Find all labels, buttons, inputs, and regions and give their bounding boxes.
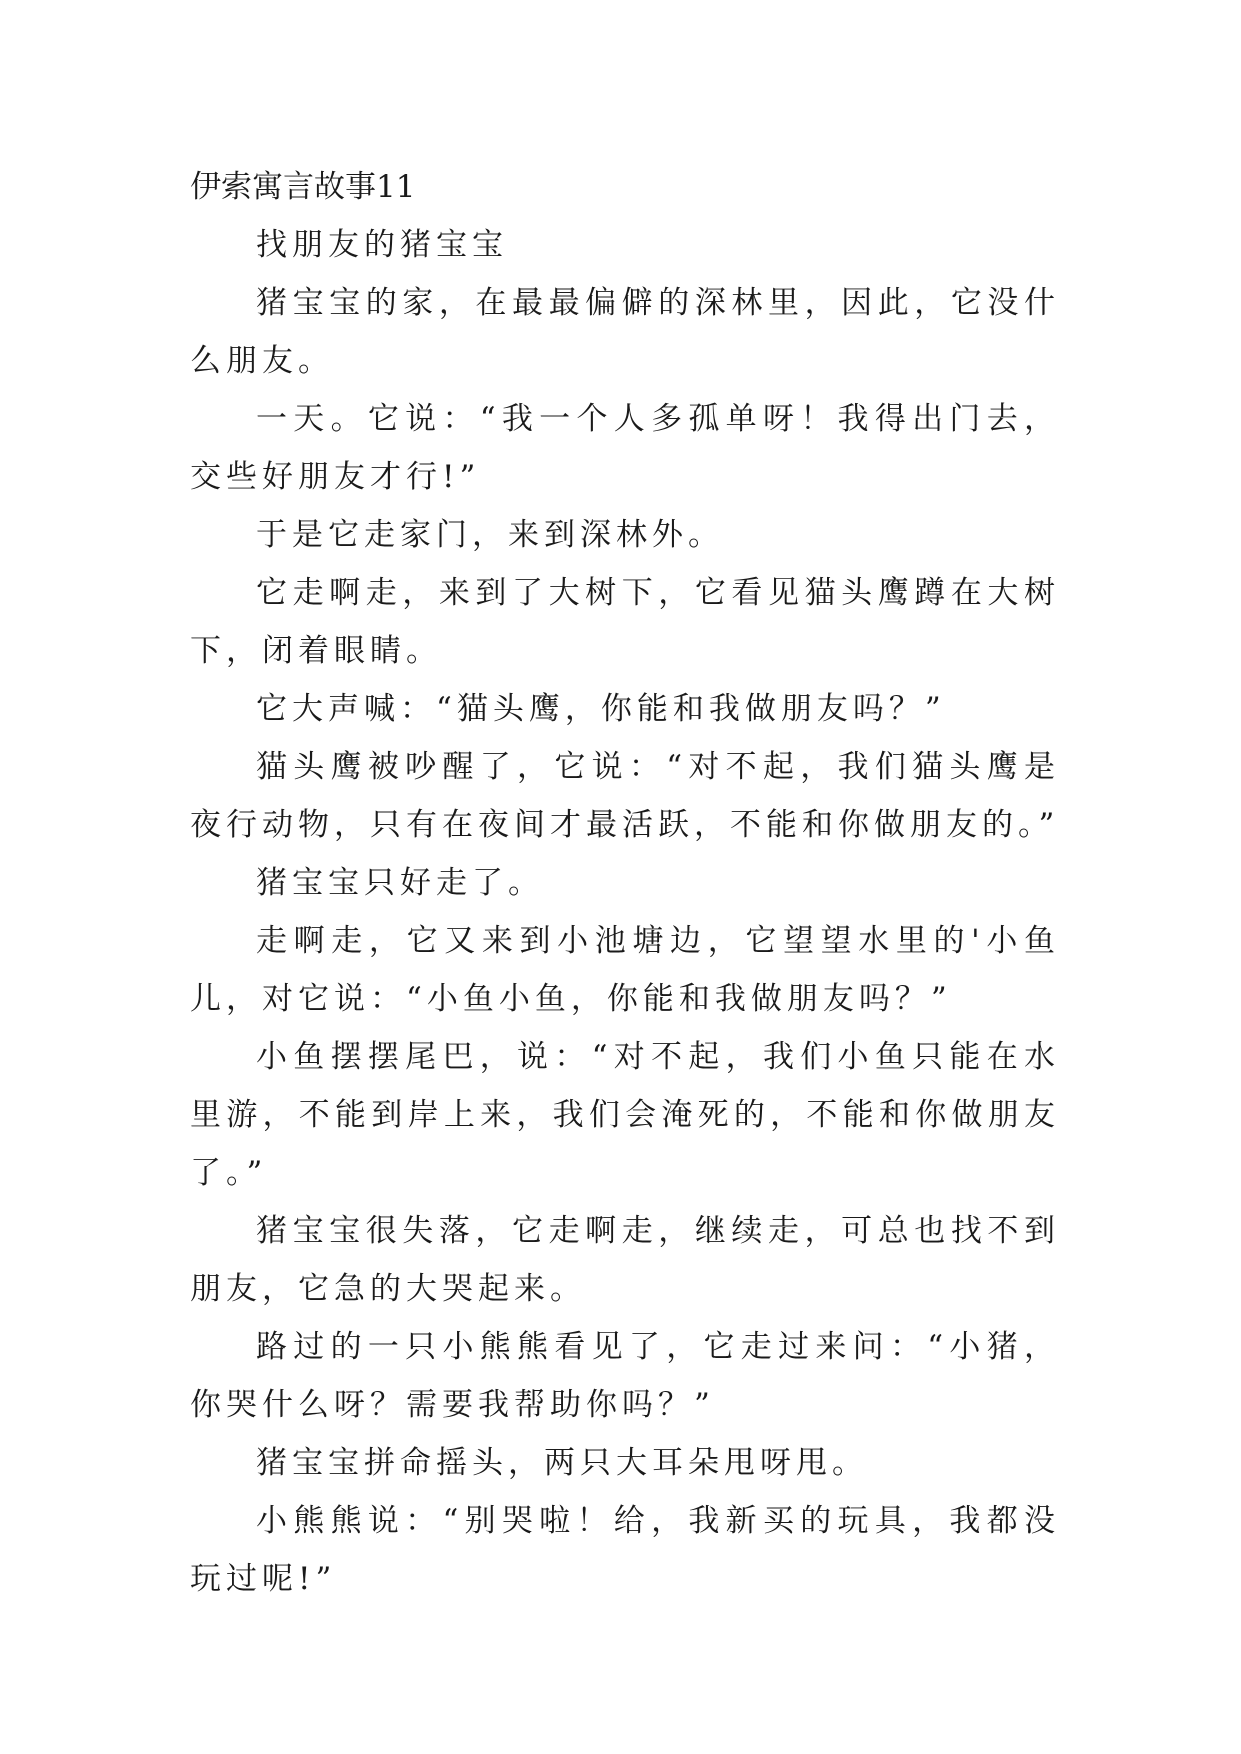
paragraph: 猪宝宝只好走了。 [256,865,544,901]
document-title: 伊索寓言故事11 [190,169,416,205]
story-heading: 找朋友的猪宝宝 [256,227,508,263]
paragraph: 猪宝宝很失落，它走啊走，继续走，可总也找不到朋友，它急的大哭起来。 [190,1213,1060,1307]
paragraph: 小鱼摆摆尾巴，说：“对不起，我们小鱼只能在水里游，不能到岸上来，我们会淹死的，不能和你做朋友了。” [190,1039,1060,1191]
paragraph: 路过的一只小熊熊看见了，它走过来问：“小猪，你哭什么呀？需要我帮助你吗？” [190,1329,1060,1423]
paragraph: 走啊走，它又来到小池塘边，它望望水里的'小鱼儿，对它说：“小鱼小鱼，你能和我做朋友吗？” [190,923,1060,1017]
paragraph: 猫头鹰被吵醒了，它说：“对不起，我们猫头鹰是夜行动物，只有在夜间才最活跃，不能和你做朋友的。” [190,749,1060,843]
paragraph: 于是它走家门，来到深林外。 [256,517,724,553]
paragraph: 小熊熊说：“别哭啦！给，我新买的玩具，我都没玩过呢!” [190,1503,1060,1597]
document-page [190,158,1060,1608]
paragraph: 它走啊走，来到了大树下，它看见猫头鹰蹲在大树下，闭着眼睛。 [190,575,1060,669]
paragraph: 一天。它说：“我一个人多孤单呀！我得出门去，交些好朋友才行!” [190,401,1060,495]
paragraph: 猪宝宝拼命摇头，两只大耳朵甩呀甩。 [256,1445,868,1481]
paragraph: 猪宝宝的家，在最最偏僻的深林里，因此，它没什么朋友。 [190,285,1060,379]
paragraph: 它大声喊：“猫头鹰，你能和我做朋友吗？” [256,691,946,727]
